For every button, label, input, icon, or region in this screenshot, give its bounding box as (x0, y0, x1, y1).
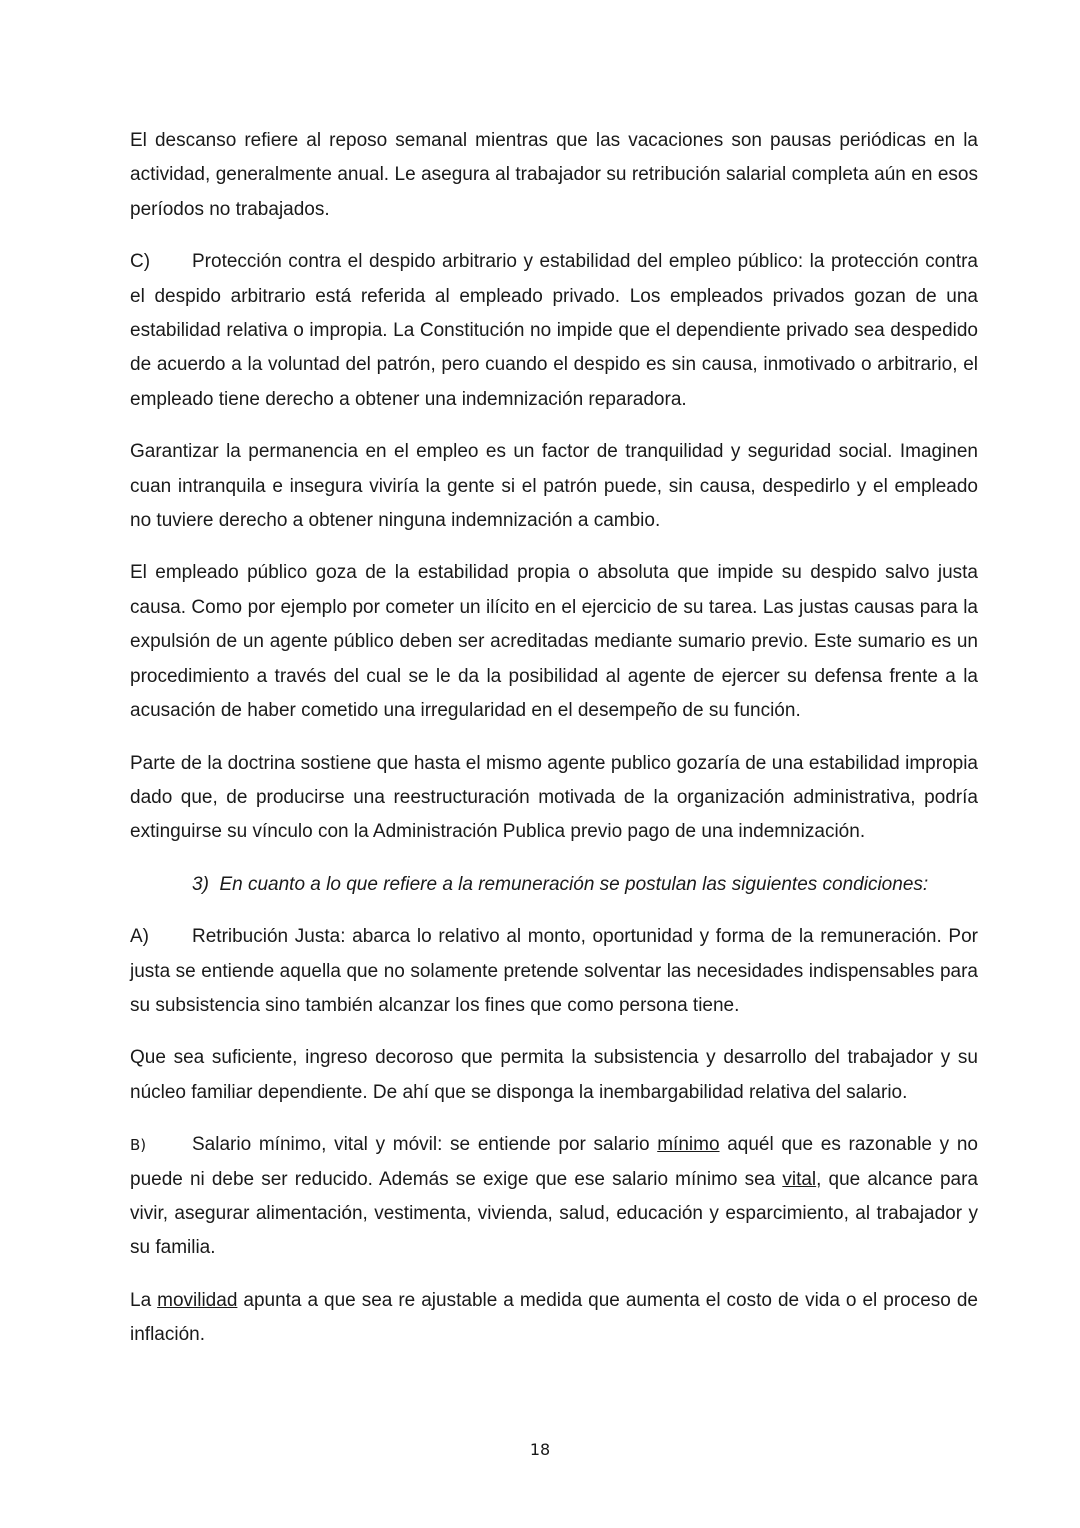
paragraph-text-part: aquél que es razonable y no puede ni debe ser reducido. Además se exige que ese salario mínimo sea (130, 1134, 978, 1190)
underlined-term-vital: vital (782, 1168, 817, 1190)
paragraph-text-part: , que alcance para vivir, asegurar alimentación, vestimenta, vivienda, salud, educación y esparcimiento, al trabajador y su familia. (130, 1168, 978, 1259)
paragraph-proteccion-despido (130, 245, 978, 417)
paragraph-movilidad (130, 1284, 978, 1353)
paragraph-empleado-publico: El empleado público goza de la estabilidad propia o absoluta que impide su despido salvo justa causa. Como por ejemplo por cometer un ilícito en el ejercicio de su tarea. Las justas causas para la expulsión de un agente público deben ser acreditadas mediante sumario previo. Este sumario es un procedimiento a través del cual se le da la posibilidad al agente de ejercer su defensa frente a la acusación de haber cometido una irregularidad en el desempeño de su función. (130, 562, 978, 722)
paragraph-retribucion-justa (130, 920, 978, 1023)
paragraph-doctrina: Parte de la doctrina sostiene que hasta el mismo agente publico gozaría de una estabilidad impropia dado que, de producirse una reestructuración motivada de la organización administrativa, podría extinguirse su vínculo con la Administración Publica previo pago de una indemnización. (130, 752, 978, 843)
list-marker-a: A) (130, 926, 149, 948)
page-number: 18 (529, 1440, 551, 1459)
paragraph-suficiente: Que sea suficiente, ingreso decoroso que permita la subsistencia y desarrollo del trabajador y su núcleo familiar dependiente. De ahí que se disponga la inembargabilidad relativa del salario. (130, 1047, 978, 1103)
list-marker-b: B) (130, 1136, 147, 1155)
list-marker-c: C) (130, 251, 151, 273)
paragraph-text-part: Salario mínimo, vital y móvil: se entiende por salario (192, 1134, 658, 1156)
paragraph-permanencia-empleo: Garantizar la permanencia en el empleo es un factor de tranquilidad y seguridad social. Imaginen cuan intranquila e insegura viviría la gente si el patrón puede, sin causa, despedirlo y el empleado no tuviere derecho a obtener ninguna indemnización a cambio. (130, 441, 978, 532)
document-page (130, 124, 978, 1371)
paragraph-text: Protección contra el despido arbitrario y estabilidad del empleo público: la protección contra el despido arbitrario está referida al empleado privado. Los empleados privados gozan de una estabilidad relativa o impropia. La Constitución no impide que el dependiente privado sea despedido de acuerdo a la voluntad del patrón, pero cuando el despido es sin causa, inmotivado o arbitrario, el empleado tiene derecho a obtener una indemnización reparadora. (130, 251, 978, 410)
underlined-term-movilidad: movilidad (157, 1289, 238, 1311)
paragraph-text: Retribución Justa: abarca lo relativo al monto, oportunidad y forma de la remuneración. Por justa se entiende aquella que no solamente pretende solventar las necesidades indispensables para su subsistencia sino también alcanzar los fines que como persona tiene. (130, 926, 978, 1016)
underlined-term-minimo: mínimo (657, 1134, 720, 1156)
paragraph-text-part: apunta a que sea re ajustable a medida que aumenta el costo de vida o el proceso de inflación. (130, 1289, 978, 1346)
paragraph-text-part: La (130, 1289, 158, 1311)
section-heading-remuneracion: 3) En cuanto a lo que refiere a la remuneración se postulan las siguientes condiciones: (192, 873, 929, 895)
paragraph-descanso: El descanso refiere al reposo semanal mientras que las vacaciones son pausas periódicas en la actividad, generalmente anual. Le asegura al trabajador su retribución salarial completa aún en esos períodos no trabajados. (130, 130, 978, 220)
paragraph-salario-minimo (130, 1128, 978, 1266)
